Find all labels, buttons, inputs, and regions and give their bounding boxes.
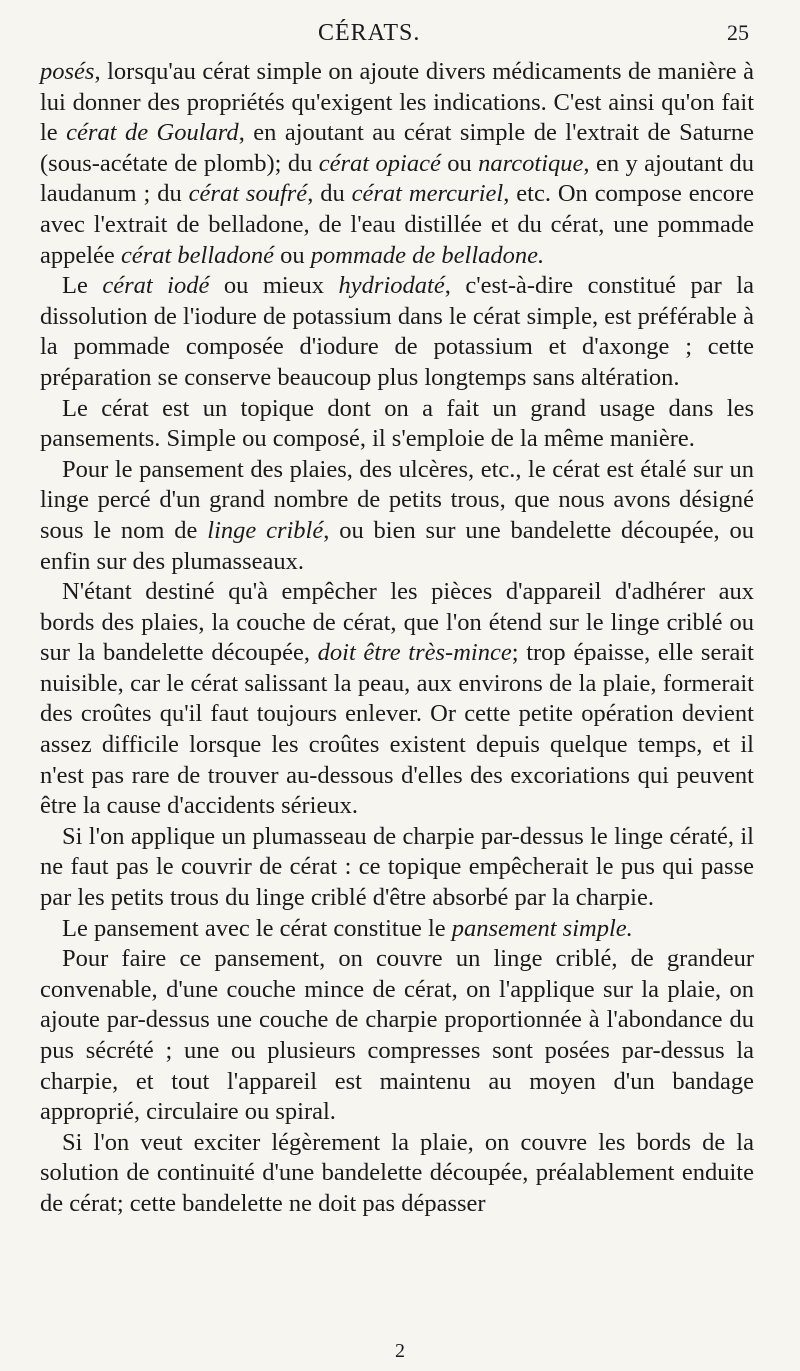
text-run: Le <box>62 272 103 300</box>
text-run: , en ajoutant au cérat simple de l'extrait de Saturne (sous-acétate de plomb); du <box>40 119 754 177</box>
text-run: , c'est-à-dire constitué par la dissolution de l'iodure de potassium dans le cérat simple, est préférable à la pommade composée d'iodure de potassium et d'axonge ; cette préparation se conserve beaucoup plus longtemps sans altération. <box>40 272 754 391</box>
text-run: , lorsqu'au cérat simple on ajoute divers médicaments de manière à lui donner des propriétés qu'exigent les indications. C'est ainsi qu'on fait le <box>40 58 754 147</box>
running-head <box>0 20 800 54</box>
text-run: , en y ajoutant du laudanum ; du <box>40 149 755 208</box>
italic-term: cérat iodé <box>102 272 210 300</box>
paragraph <box>40 271 754 393</box>
paragraph <box>40 57 754 271</box>
italic-term: cérat de Goulard <box>66 119 239 147</box>
italic-term: hydriodaté <box>338 272 445 300</box>
text-run: , etc. On compose encore avec l'extrait de belladone, de l'eau distillée et du cérat, une pommade appelée <box>40 180 755 269</box>
italic-term: posés <box>40 58 95 85</box>
signature-mark: 2 <box>395 1340 405 1362</box>
text-run: ou <box>274 241 311 269</box>
page-number: 25 <box>727 20 749 45</box>
paragraph <box>40 914 754 945</box>
text-run: Pour le pansement des plaies, des ulcères, etc., le cérat est étalé sur un linge percé d'un grand nombre de petits trous, que nous avons désigné sous le nom de <box>40 455 754 544</box>
italic-term: doit être très-mince <box>317 639 512 667</box>
italic-term: linge criblé <box>207 516 324 544</box>
italic-term: pommade de belladone. <box>310 241 545 269</box>
running-title: CÉRATS. <box>318 20 421 46</box>
text-run: , ou bien sur une bandelette découpée, ou enfin sur des plumasseaux. <box>40 516 754 575</box>
paragraph <box>40 577 754 822</box>
italic-term: cérat mercuriel <box>351 180 504 208</box>
text-run: ou <box>440 149 479 177</box>
italic-term: cérat belladoné <box>120 241 275 269</box>
text-run: Le cérat est un topique dont on a fait un grand usage dans les pansements. Simple ou composé, il s'emploie de la même manière. <box>40 394 754 453</box>
body-text <box>40 57 754 1220</box>
paragraph <box>40 822 754 914</box>
paragraph <box>40 394 754 455</box>
text-run: Si l'on applique un plumasseau de charpie par-dessus le linge cératé, il ne faut pas le couvrir de cérat : ce topique empêcherait le pus qui passe par les petits trous du linge criblé d'être absorbé par la charpie. <box>40 822 754 912</box>
text-run: Le pansement avec le cérat constitue le <box>62 914 452 942</box>
text-run: N'étant destiné qu'à empêcher les pièces d'appareil d'adhérer aux bords des plaies, la couche de cérat, que l'on étend sur le linge criblé ou sur la bandelette découpée, <box>40 578 754 667</box>
italic-term: pansement simple. <box>451 914 633 942</box>
text-run: ; trop épaisse, elle serait nuisible, car le cérat salissant la peau, aux environs de la plaie, formerait des croûtes qu'il faut toujours enlever. Or cette petite opération devient assez difficile lorsque les croûtes existent depuis quelque temps, et il n'est pas rare de trouver au-dessous d'elles des excoriations qui peuvent être la cause d'accidents sérieux. <box>40 639 754 820</box>
italic-term: cérat opiacé <box>318 149 441 177</box>
paragraph <box>40 1128 754 1220</box>
italic-term: narcotique <box>478 149 584 177</box>
text-run: , du <box>307 180 352 208</box>
text-run: ou mieux <box>209 272 339 300</box>
paragraph <box>40 455 754 577</box>
text-run: Pour faire ce pansement, on couvre un linge criblé, de grandeur convenable, d'une couche mince de cérat, on l'applique sur la plaie, on ajoute par-dessus une couche de charpie proportionnée à l'abondance du pus sécrété ; une ou plusieurs compresses sont posées par-dessus la charpie, et tout l'appareil est maintenu au moyen d'un bandage approprié, circulaire ou spiral. <box>40 945 754 1126</box>
paragraph <box>40 944 754 1128</box>
text-run: Si l'on veut exciter légèrement la plaie, on couvre les bords de la solution de continuité d'une bandelette découpée, préalablement enduite de cérat; cette bandelette ne doit pas dépasser <box>40 1128 754 1217</box>
italic-term: cérat soufré <box>188 180 308 208</box>
